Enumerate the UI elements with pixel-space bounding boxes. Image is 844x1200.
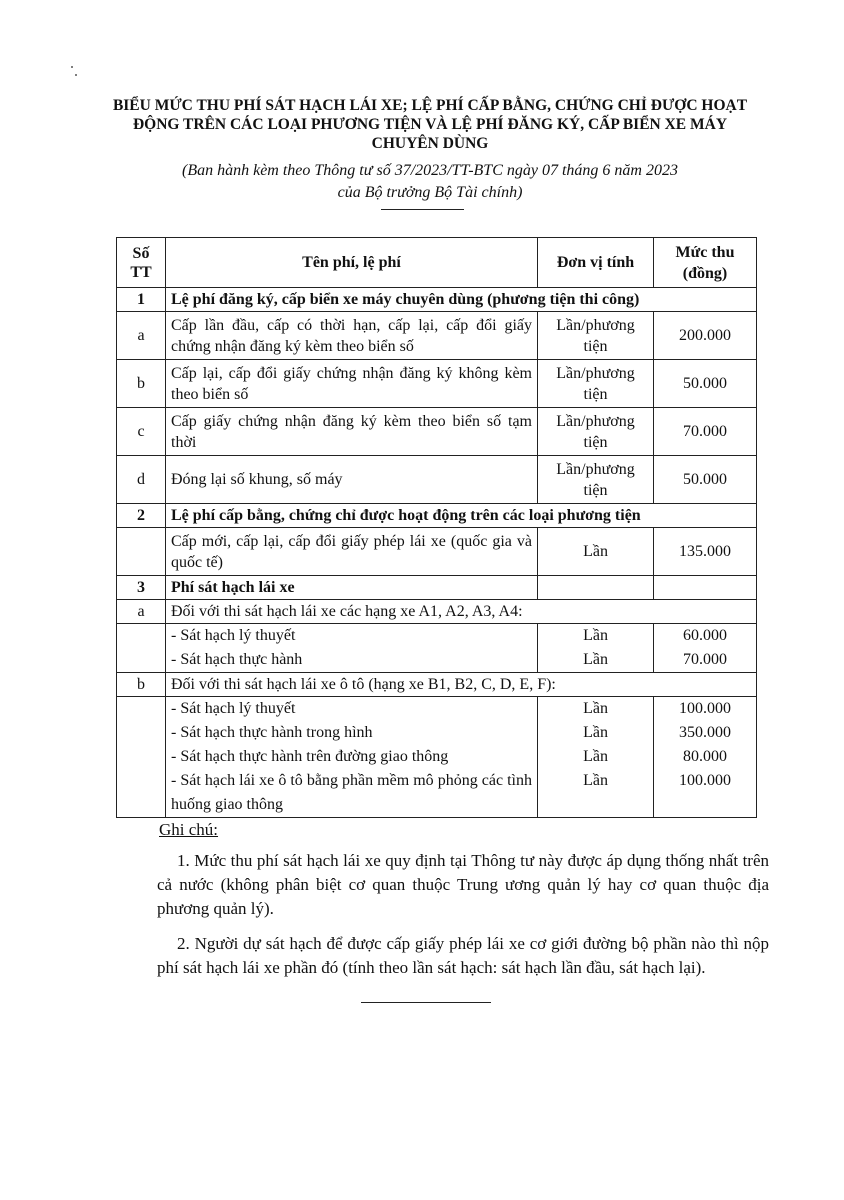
- item-units: [538, 624, 654, 673]
- item-unit: Lần: [583, 627, 608, 644]
- fee-table: [116, 237, 757, 818]
- section-row: [117, 576, 757, 600]
- item-names: [166, 697, 538, 818]
- row-name: Đóng lại số khung, số máy: [166, 456, 538, 504]
- row-unit: Lần/phương tiện: [538, 408, 654, 456]
- empty-cell: [654, 576, 757, 600]
- item-fee: 100.000: [679, 700, 731, 717]
- row-fee: 50.000: [654, 456, 757, 504]
- table-row: [117, 528, 757, 576]
- row-unit: Lần/phương tiện: [538, 312, 654, 360]
- empty-cell: [117, 697, 166, 818]
- item-name: - Sát hạch lý thuyết: [171, 627, 296, 644]
- header-no: Số TT: [117, 238, 166, 288]
- table-header-row: [117, 238, 757, 288]
- row-fee: 135.000: [654, 528, 757, 576]
- item-fee: 100.000: [679, 772, 731, 789]
- table-row: [117, 360, 757, 408]
- scan-speck: [71, 66, 73, 68]
- item-name: - Sát hạch thực hành trong hình: [171, 724, 373, 741]
- section-title: Lệ phí cấp bằng, chứng chỉ được hoạt động trên các loại phương tiện: [166, 504, 757, 528]
- item-fee: 70.000: [683, 651, 727, 668]
- notes-heading: Ghi chú:: [159, 820, 219, 839]
- item-name: - Sát hạch thực hành trên đường giao thông: [171, 748, 449, 765]
- subgroup-no: b: [117, 673, 166, 697]
- row-fee: 200.000: [654, 312, 757, 360]
- empty-cell: [117, 624, 166, 673]
- row-no: a: [117, 312, 166, 360]
- item-name: - Sát hạch thực hành: [171, 651, 303, 668]
- item-name: - Sát hạch lý thuyết: [171, 700, 296, 717]
- document-title: BIỂU MỨC THU PHÍ SÁT HẠCH LÁI XE; LỆ PHÍ CẤP BẰNG, CHỨNG CHỈ ĐƯỢC HOẠT ĐỘNG TRÊN CÁC LOẠI PHƯƠNG TIỆN VÀ LỆ PHÍ ĐĂNG KÝ, CẤP BIỂN XE MÁY CHUYÊN DÙNG: [112, 97, 748, 152]
- section-row: [117, 504, 757, 528]
- table-row: [117, 408, 757, 456]
- subtitle-divider: [381, 209, 464, 210]
- subtitle-line-1: (Ban hành kèm theo Thông tư số 37/2023/TT-BTC ngày 07 tháng 6 năm 2023: [182, 162, 678, 179]
- end-divider: [361, 1002, 491, 1003]
- item-units: [538, 697, 654, 818]
- subgroup-items-row: [117, 697, 757, 818]
- section-no: 1: [117, 288, 166, 312]
- row-no: [117, 528, 166, 576]
- item-unit: Lần: [583, 724, 608, 741]
- row-fee: 50.000: [654, 360, 757, 408]
- item-names: [166, 624, 538, 673]
- row-unit: Lần: [538, 528, 654, 576]
- empty-cell: [538, 576, 654, 600]
- subtitle-line-2: của Bộ trưởng Bộ Tài chính): [337, 184, 523, 201]
- note-2: 2. Người dự sát hạch để được cấp giấy phép lái xe cơ giới đường bộ phần nào thì nộp phí sát hạch lái xe phần đó (tính theo lần sát hạch: sát hạch lần đầu, sát hạch lại).: [157, 934, 769, 977]
- row-no: c: [117, 408, 166, 456]
- note-1: 1. Mức thu phí sát hạch lái xe quy định tại Thông tư này được áp dụng thống nhất trên cả nước (không phân biệt cơ quan thuộc Trung ương quản lý hay cơ quan thuộc địa phương quản lý).: [157, 851, 769, 918]
- row-name: Cấp giấy chứng nhận đăng ký kèm theo biển số tạm thời: [166, 408, 538, 456]
- item-unit: Lần: [583, 700, 608, 717]
- item-fee: 80.000: [683, 748, 727, 765]
- notes-section: [159, 818, 769, 845]
- section-no: 2: [117, 504, 166, 528]
- table-row: [117, 312, 757, 360]
- row-unit: Lần/phương tiện: [538, 360, 654, 408]
- row-no: d: [117, 456, 166, 504]
- item-fees: [654, 624, 757, 673]
- row-name: Cấp lại, cấp đổi giấy chứng nhận đăng ký không kèm theo biển số: [166, 360, 538, 408]
- row-name: Cấp lần đầu, cấp có thời hạn, cấp lại, cấp đổi giấy chứng nhận đăng ký kèm theo biển số: [166, 312, 538, 360]
- header-fee: Mức thu (đồng): [654, 238, 757, 288]
- section-title: Lệ phí đăng ký, cấp biển xe máy chuyên dùng (phương tiện thi công): [166, 288, 757, 312]
- subgroup-title: Đối với thi sát hạch lái xe các hạng xe A1, A2, A3, A4:: [166, 600, 757, 624]
- subgroup-title: Đối với thi sát hạch lái xe ô tô (hạng xe B1, B2, C, D, E, F):: [166, 673, 757, 697]
- table-row: [117, 456, 757, 504]
- row-fee: 70.000: [654, 408, 757, 456]
- subgroup-row: [117, 673, 757, 697]
- row-name: Cấp mới, cấp lại, cấp đổi giấy phép lái xe (quốc gia và quốc tế): [166, 528, 538, 576]
- item-unit: Lần: [583, 772, 608, 789]
- document-subtitle: [100, 160, 760, 204]
- section-no: 3: [117, 576, 166, 600]
- subgroup-items-row: [117, 624, 757, 673]
- item-fee: 350.000: [679, 724, 731, 741]
- item-unit: Lần: [583, 748, 608, 765]
- item-fees: [654, 697, 757, 818]
- item-name: - Sát hạch lái xe ô tô bằng phần mềm mô phỏng các tình huống giao thông: [171, 772, 532, 813]
- section-title: Phí sát hạch lái xe: [166, 576, 538, 600]
- row-no: b: [117, 360, 166, 408]
- item-fee: 60.000: [683, 627, 727, 644]
- scan-speck: [75, 74, 77, 76]
- header-name: Tên phí, lệ phí: [166, 238, 538, 288]
- subgroup-no: a: [117, 600, 166, 624]
- row-unit: Lần/phương tiện: [538, 456, 654, 504]
- subgroup-row: [117, 600, 757, 624]
- header-unit: Đơn vị tính: [538, 238, 654, 288]
- item-unit: Lần: [583, 651, 608, 668]
- section-row: [117, 288, 757, 312]
